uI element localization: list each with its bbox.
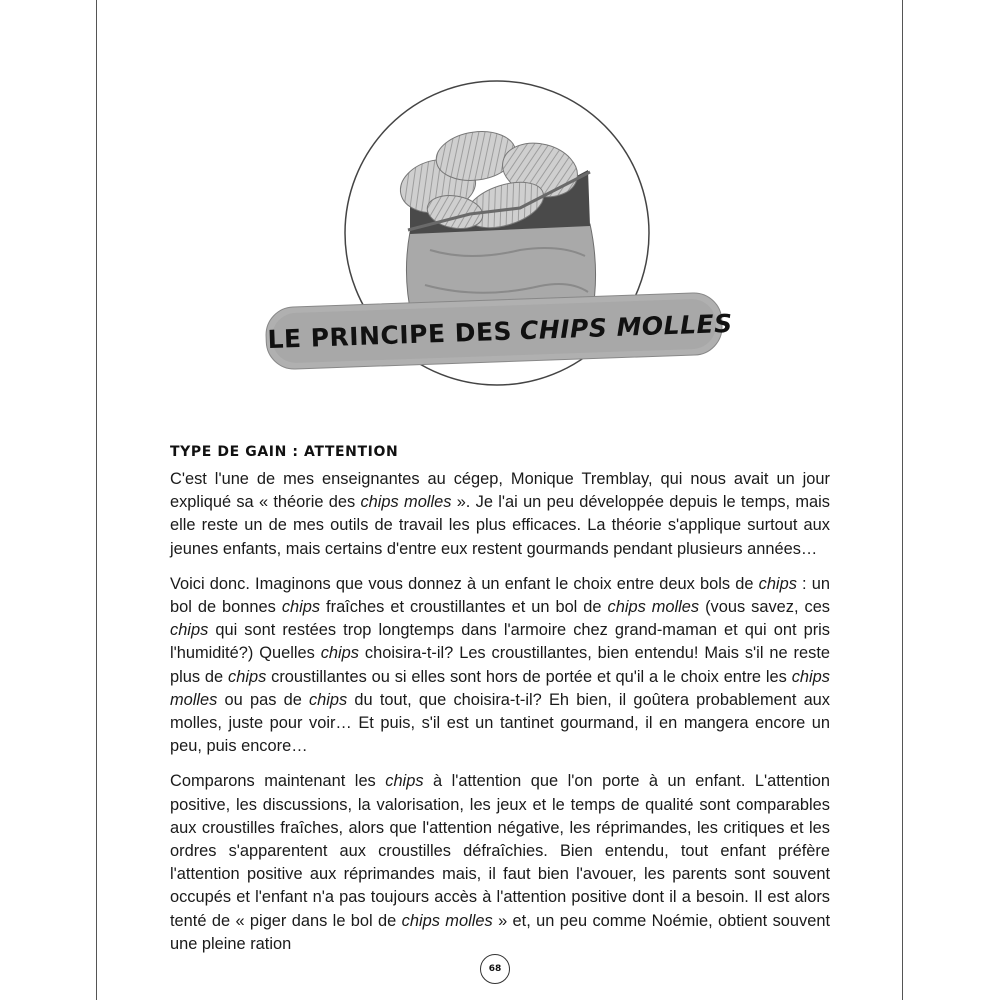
page-title-emphasis: CHIPS MOLLES xyxy=(519,308,734,345)
text-run: ou pas de xyxy=(217,690,309,709)
text-run: fraîches et croustillantes et un bol de xyxy=(320,598,608,617)
page-title-prefix: LE PRINCIPE DES xyxy=(266,316,513,354)
italic-term: chips xyxy=(308,690,348,709)
text-run: du tout, que choisira-t-il? Eh bien, il goûtera probablement aux molles, juste pour voir… Et puis, s'il est un tantinet gourmand, il en mangera encore un peu, puis encore… xyxy=(170,690,830,756)
italic-term: chips xyxy=(385,772,424,791)
paragraph-2 xyxy=(170,573,830,759)
italic-term: chips xyxy=(228,667,267,686)
text-run: (vous savez, ces xyxy=(699,598,831,617)
paragraph-3 xyxy=(170,770,830,956)
text-run: à l'attention que l'on porte à un enfant. L'attention positive, les discussions, la valorisation, les jeux et le temps de qualité sont comparables aux croustilles fraîches, alors que l'attention négative, les réprimandes, les critiques et les ordres s'apparentent aux croustilles défraîchies. Bien entendu, tout enfant préfère l'attention positive aux réprimandes mais, il faut bien l'avouer, les parents sont souvent occupés et l'enfant n'a pas toujours accès à l'attention positive dont il a besoin. Il est alors tenté de « piger dans le bol de xyxy=(170,772,831,930)
chips-bag-icon xyxy=(0,0,1000,420)
text-run: : un bol de bonnes xyxy=(170,574,830,617)
italic-term: chips molles xyxy=(401,911,493,930)
page-number: 68 xyxy=(480,954,510,984)
italic-term: chips molles xyxy=(607,598,700,617)
text-run: choisira-t-il? Les croustillantes, bien entendu! Mais s'il ne reste plus de xyxy=(170,644,830,686)
italic-term: chips xyxy=(758,574,797,593)
text-run: croustillantes ou si elles sont hors de portée et qu'il a le choix entre les xyxy=(266,667,792,686)
text-run: Comparons maintenant les xyxy=(170,772,386,791)
text-run: Voici donc. Imaginons que vous donnez à un enfant le choix entre deux bols de xyxy=(170,574,759,593)
italic-term: chips xyxy=(320,644,359,663)
italic-term: chips molles xyxy=(170,667,830,709)
italic-term: chips xyxy=(170,621,209,640)
text-run: qui sont restées trop longtemps dans l'armoire chez grand-maman et qui ont pris l'humidité?) Quelles xyxy=(170,621,830,663)
paragraph-1 xyxy=(170,468,830,561)
text-run: ». Je l'ai un peu développée depuis le temps, mais elle reste un de mes outils de travail les plus efficaces. La théorie s'applique surtout aux jeunes enfants, mais certains d'entre eux restent gourmands pendant plusieurs années… xyxy=(170,493,830,558)
text-run: » et, un peu comme Noémie, obtient souvent une pleine ration xyxy=(170,911,831,953)
italic-term: chips xyxy=(281,598,321,617)
section-label: TYPE DE GAIN : ATTENTION xyxy=(170,444,399,460)
italic-term: chips molles xyxy=(360,493,452,512)
body-text xyxy=(170,468,830,968)
text-run: C'est l'une de mes enseignantes au cégep, Monique Tremblay, qui nous avait un jour expliqué sa « théorie des xyxy=(170,470,830,512)
